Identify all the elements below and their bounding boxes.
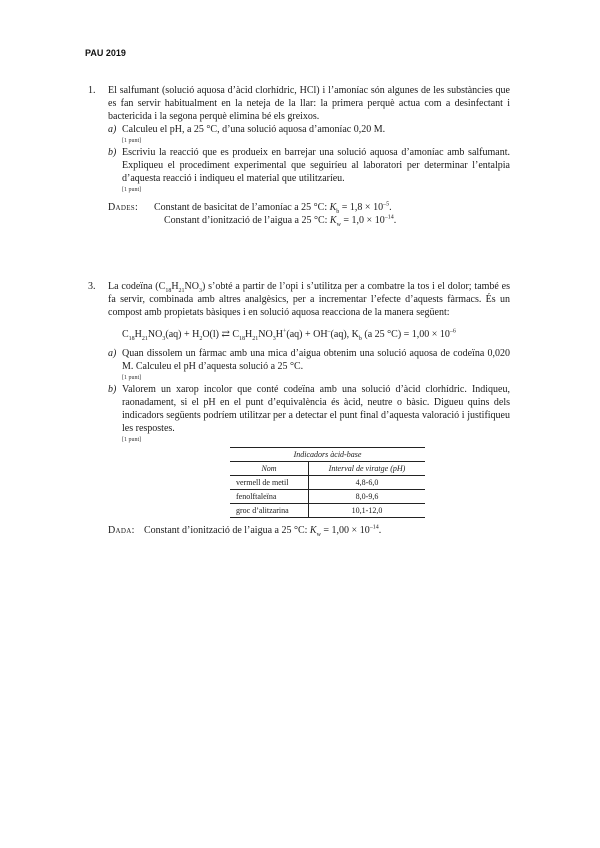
data-line-kw: Constant d’ionització de l’aigua a 25 °C: $K_w = 1,0 \times 10^{-14}$. bbox=[164, 214, 397, 228]
indicator-name: fenolftaleïna bbox=[230, 490, 309, 504]
data-label: Dades: bbox=[108, 202, 139, 213]
table-caption: Indicadors àcid-base bbox=[230, 448, 425, 462]
data-line-kw: Constant d’ionització de l’aigua a 25 °C: $K_w = 1,00 \times 10^{-14}$. bbox=[144, 524, 382, 538]
question-1-part-a bbox=[108, 123, 510, 136]
part-b-text: Valorem un xarop incolor que conté codeïna amb una solució d’àcid clorhídric. Indiqueu, raonadament, si el pH en el punt d’equivalència és àcid, neutre o bàsic. Digueu quins dels indicadors següents podríem utilitzar per a detectar el punt final d’aquesta valoració i justifiqueu les respostes. bbox=[122, 384, 510, 434]
indicator-name: groc d’alitzarina bbox=[230, 504, 309, 518]
part-b-label: b) bbox=[108, 147, 117, 158]
question-1-intro: El salfumant (solució aquosa d’àcid clorhídric, HCl) i l’amoníac són algunes de les substàncies que es fan servir habitualment en la neteja de la llar: la primera perquè actua com a desinfectant i bactericida i la segona perquè elimina bé els greixos. bbox=[108, 85, 510, 122]
part-a-points: [1 punt] bbox=[122, 375, 142, 381]
question-3-part-a bbox=[108, 347, 510, 373]
indicator-name: vermell de metil bbox=[230, 476, 309, 490]
table-row bbox=[230, 504, 425, 518]
part-a-label: a) bbox=[108, 124, 117, 135]
part-a-label: a) bbox=[108, 348, 117, 359]
part-a-points: [1 punt] bbox=[122, 138, 142, 144]
question-1 bbox=[88, 84, 510, 227]
indicators-table-wrapper bbox=[230, 447, 510, 518]
indicator-range: 10,1-12,0 bbox=[309, 504, 426, 518]
question-3-part-b bbox=[108, 383, 510, 435]
table-row bbox=[230, 476, 425, 490]
page-header: PAU 2019 bbox=[85, 48, 126, 58]
question-3-number: 3. bbox=[88, 281, 96, 292]
data-label: Dada: bbox=[108, 525, 135, 536]
question-1-number: 1. bbox=[88, 85, 96, 96]
question-3 bbox=[88, 280, 510, 537]
part-b-points: [1 punt] bbox=[122, 437, 142, 443]
table-row bbox=[230, 490, 425, 504]
part-a-text: Quan dissolem un fàrmac amb una mica d’aigua obtenim una solució aquosa de codeïna 0,020 M. Calculeu el pH d’aquesta solució a 25 °C. bbox=[122, 348, 510, 372]
question-1-part-b bbox=[108, 146, 510, 185]
table-header-range: Interval de viratge (pH) bbox=[309, 462, 426, 476]
table-header-name: Nom bbox=[230, 462, 309, 476]
codeine-reaction-equation: $C_{18}H_{21}NO_3(aq) + H_2O(l)$ ⇄ $C_{18}H_{21}NO_3H^+(aq) + OH^-(aq)$, $K_b$ (a 25 $^\circ C) = 1,00 \times 10^{-6}$ bbox=[122, 328, 456, 342]
part-b-points: [1 punt] bbox=[122, 187, 142, 193]
part-b-label: b) bbox=[108, 384, 117, 395]
part-a-text: Calculeu el pH, a 25 °C, d’una solució aquosa d’amoníac 0,20 M. bbox=[122, 124, 386, 135]
part-b-text: Escriviu la reacció que es produeix en barrejar una solució aquosa d’amoníac amb salfumant. Expliqueu el procediment experimental que seguiríeu al laboratori per determinar l’entalpia d’aquesta reacció i indiqueu el material que utilitzaríeu. bbox=[122, 147, 510, 184]
question-3-intro: La codeïna $(C_{18}H_{21}NO_3)$ s’obté a partir de l’opi i s’utilitza per a combatre la tos i el dolor; també es fa servir, combinada amb altres analgèsics, per a incrementar l’efecte d’aquests fàrmacs. És un compost amb propietats bàsiques i en solució aquosa reacciona de la manera següent: bbox=[108, 281, 511, 318]
data-line-kb: Constant de basicitat de l’amoníac a 25 °C: $K_b = 1,8 \times 10^{-5}$. bbox=[154, 201, 392, 215]
indicator-range: 8,0-9,6 bbox=[309, 490, 426, 504]
question-1-data bbox=[108, 201, 510, 227]
indicator-range: 4,8-6,0 bbox=[309, 476, 426, 490]
question-3-data bbox=[108, 524, 510, 537]
indicators-table bbox=[230, 447, 425, 518]
